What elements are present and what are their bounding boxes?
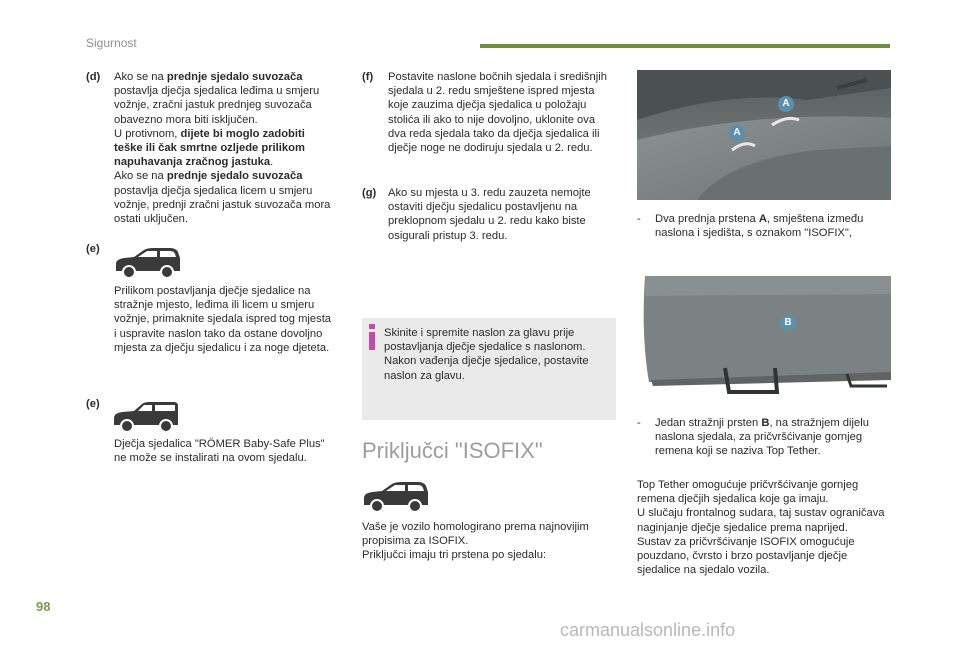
bullet-b-dash: - [637,417,641,429]
item-f-text: Postavite naslone bočnih sjedala i središnjih sjedala u 2. redu smještene ispred mjesta koje zauzima dječja sjedalica u položaju stolića ili ako to nije dovoljno, uklonite ova dva reda sjedala tako da dječja sjedalica ili dječje noge ne dodiruju sjedala u 2. redu. [388,71,607,155]
d-bold-3: prednje sjedalo suvozača [166,170,303,183]
d-text-2: postavlja dječja sjedalica leđima u smjeru vožnje, zračni jastuk prednjeg suvozača obavezno mora biti isključen. [114,85,320,126]
page-number: 98 [36,599,51,614]
van-side-icon [112,401,180,433]
marker-b: B [780,315,796,331]
top-tether-text: Top Tether omogućuje pričvršćivanje gornjeg remena dječjih sjedalica koje ga imaju. U slučaju frontalnog sudara, taj sustav ograničava naginjanje dječje sjedalice prema naprijed. Sustav za pričvršćivanje ISOFIX omogućuje pouzdano, čvrsto i brzo postavljanje dječje sjedalice na sjedalo vozila. [637,479,885,577]
info-icon [366,324,378,350]
d-text-5: Ako se na [114,170,167,183]
marker-a-lower: A [729,125,745,141]
bullet-b-text-2: , na stražnjem dijelu naslona sjedala, za pričvršćivanje gornjeg remena koji se naziva Top Tether. [655,417,869,458]
isofix-heading: Priključci "ISOFIX" [362,438,543,463]
d-bold-2: dijete bi moglo zadobiti teške ili čak smrtne ozljede prilikom napuhavanja zračnog jastuka [114,127,305,169]
section-title: Sigurnost [86,36,137,50]
item-f-label: (f) [362,71,374,83]
item-e2-label: (e) [86,398,100,410]
isofix-rear-ring-photo [637,276,891,404]
isofix-front-rings-photo [637,70,891,200]
d-bold-1: prednje sjedalo suvozača [166,71,303,83]
item-d-label: (d) [86,71,101,83]
d-text-6: postavlja dječja sjedalica licem u smjeru vožnje, prednji zračni jastuk suvozača mora ostati uključen. [114,184,331,226]
info-text: Skinite i spremite naslon za glavu prije postavljanja dječje sjedalice s naslonom. Nakon vađenja dječje sjedalice, postavite naslon za glavu. [384,327,589,382]
bullet-b [637,416,893,459]
bullet-a-text-2: , smještena između naslona i sjedišta, s oznakom "ISOFIX", [655,213,864,240]
d-text-3: U protivnom, [114,127,181,140]
watermark: carmanualsonline.info [560,620,736,640]
item-e2-text: Dječja sjedalica "RÖMER Baby-Safe Plus" ne može se instalirati na ovom sjedalu. [114,438,325,465]
item-g-label: (g) [362,187,377,199]
bullet-a [637,212,893,240]
bullet-b-bold: B [761,417,770,429]
isofix-text: Vaše je vozilo homologirano prema najnovijim propisima za ISOFIX. Priključci imaju tri prstena po sjedalu: [362,521,589,562]
car-side-icon [114,246,182,280]
d-text-4: . [270,156,274,169]
header-rule [480,44,890,48]
bullet-b-text-1: Jedan stražnji prsten [655,417,762,429]
item-e1-label: (e) [86,243,100,255]
marker-a-upper: A [778,96,794,112]
bullet-a-bold: A [758,213,767,225]
item-d-text [114,70,336,226]
car-side-icon-isofix [362,480,430,514]
d-text-1: Ako se na [114,71,167,83]
item-e1-text: Prilikom postavljanja dječje sjedalice na stražnje mjesto, leđima ili licem u smjeru vožnje, primaknite sjedala ispred tog mjesta i uspravite naslon tako da ostane dovoljno mjesta za dječju sjedalicu i za noge djeteta. [114,285,332,354]
item-g-text: Ako su mjesta u 3. redu zauzeta nemojte ostaviti dječju sjedalicu postavljenu na preklopnom sjedalu u 2. redu kako biste osigurali pristup 3. redu. [388,187,591,242]
bullet-a-text-1: Dva prednja prstena [655,213,759,225]
bullet-a-dash: - [637,213,641,225]
